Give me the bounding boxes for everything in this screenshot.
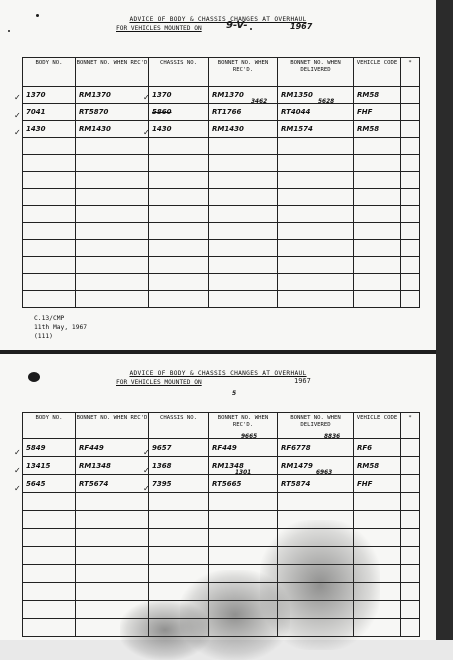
col-bonnet-delivered: BONNET NO. WHEN DELIVERED (278, 58, 354, 87)
cell-value: RT1766 (212, 108, 242, 116)
blank-cell (149, 138, 209, 155)
blank-cell (354, 138, 401, 155)
cell-bonnet-recd-2: RM1348 (209, 457, 278, 475)
cell-flag (401, 439, 420, 457)
col-chassis-no: CHASSIS NO. (149, 58, 209, 87)
form1-header-row (23, 58, 420, 87)
cell-annotation: 8836 (324, 434, 341, 440)
blank-cell (76, 583, 149, 601)
blank-cell (401, 493, 420, 511)
blank-cell (149, 274, 209, 291)
blank-cell (149, 240, 209, 257)
blank-cell (401, 274, 420, 291)
page-fold-line (0, 350, 436, 354)
table-row (23, 104, 420, 121)
blank-cell (23, 565, 76, 583)
blank-cell (149, 511, 209, 529)
cell-code: RF6 (354, 439, 401, 457)
cell-body: 7041 (23, 104, 76, 121)
cell-value: RT4044 (281, 108, 311, 116)
col-asterisk: * (401, 413, 420, 439)
blank-cell (23, 240, 76, 257)
cell-body: 5645 (23, 475, 76, 493)
blank-cell (76, 240, 149, 257)
blank-cell (23, 291, 76, 308)
blank-cell (209, 138, 278, 155)
cell-body: 5849 (23, 439, 76, 457)
form2-year: 1967 (294, 377, 311, 385)
tick-mark: ✓ (14, 448, 21, 457)
cell-bonnet-recd: RT5674 (76, 475, 149, 493)
cell-bonnet-delivered (278, 434, 354, 457)
blank-cell (354, 155, 401, 172)
form1-subtitle: FOR VEHICLES MOUNTED ON (116, 25, 202, 32)
tick-mark: ✓ (143, 466, 150, 475)
cell-bonnet-recd: RF449 (76, 439, 149, 457)
cell-value: RT5665 (212, 479, 242, 488)
blank-cell (23, 511, 76, 529)
cell-bonnet-recd: RM1430 (76, 121, 149, 138)
tick-mark: ✓ (143, 128, 150, 137)
ref-code: C.13/CMP (34, 315, 65, 322)
col-bonnet-recd: BONNET NO. WHEN REC'D (76, 58, 149, 87)
col-body-no: BODY NO. (23, 58, 76, 87)
cell-code: RM58 (354, 121, 401, 138)
table-row (23, 457, 420, 475)
table-row (23, 475, 420, 493)
blank-cell (278, 493, 354, 511)
col-bonnet-recd: BONNET NO. WHEN REC'D (76, 413, 149, 439)
blank-cell (278, 189, 354, 206)
blank-cell (23, 583, 76, 601)
cell-bonnet-recd-2 (209, 87, 278, 104)
blank-cell (76, 565, 149, 583)
blank-cell (278, 172, 354, 189)
blank-cell (149, 547, 209, 565)
cell-bonnet-delivered: RM1479 (278, 457, 354, 475)
cell-value: RF449 (212, 443, 237, 452)
blank-cell (354, 206, 401, 223)
blank-cell (23, 274, 76, 291)
tick-mark: ✓ (14, 111, 21, 120)
cell-bonnet-recd-2: RM1430 (209, 121, 278, 138)
blank-cell (23, 619, 76, 637)
form1-year: 1967 (290, 22, 313, 31)
blank-cell (278, 206, 354, 223)
tick-mark: ✓ (143, 93, 150, 102)
blank-cell (401, 172, 420, 189)
cell-flag (401, 87, 420, 104)
cell-bonnet-recd: RT5870 (76, 104, 149, 121)
col-asterisk: * (401, 58, 420, 87)
cell-chassis: 9657 (149, 439, 209, 457)
blank-cell (354, 274, 401, 291)
blank-cell (23, 206, 76, 223)
blank-row (23, 155, 420, 172)
cell-bonnet-recd: RM1348 (76, 457, 149, 475)
blank-cell (278, 223, 354, 240)
blank-cell (23, 155, 76, 172)
cell-bonnet-delivered: RM1574 (278, 121, 354, 138)
col-bonnet-delivered: BONNET NO. WHEN DELIVERED (278, 413, 354, 439)
blank-cell (76, 511, 149, 529)
form2-subtitle: FOR VEHICLES MOUNTED ON (116, 379, 202, 386)
blank-cell (23, 189, 76, 206)
copy-smudge (120, 600, 210, 660)
blank-cell (149, 257, 209, 274)
form1-blank-rows (23, 138, 420, 308)
blank-cell (209, 189, 278, 206)
blank-cell (76, 172, 149, 189)
blank-cell (149, 493, 209, 511)
cell-annotation: 5628 (318, 99, 335, 105)
blank-cell (354, 172, 401, 189)
tick-mark: ✓ (14, 466, 21, 475)
blank-cell (149, 155, 209, 172)
blank-cell (354, 291, 401, 308)
blank-cell (149, 206, 209, 223)
blank-cell (149, 172, 209, 189)
col-chassis-no: CHASSIS NO. (149, 413, 209, 439)
blank-row (23, 257, 420, 274)
cell-flag (401, 121, 420, 138)
col-bonnet-recd-2: BONNET NO. WHEN REC'D. (209, 58, 278, 87)
blank-cell (401, 511, 420, 529)
blank-cell (401, 601, 420, 619)
blank-row (23, 274, 420, 291)
blank-row (23, 511, 420, 529)
blank-row (23, 240, 420, 257)
blank-cell (401, 565, 420, 583)
ref-date: 11th May, 1967 (34, 324, 88, 331)
blank-cell (76, 155, 149, 172)
cell-code: FHF (354, 475, 401, 493)
cell-bonnet-recd-2 (209, 99, 278, 121)
blank-cell (209, 493, 278, 511)
blank-cell (401, 583, 420, 601)
form1-date-hand: 9-V- (226, 20, 248, 31)
cell-code: RM58 (354, 87, 401, 104)
blank-cell (354, 189, 401, 206)
cell-annotation: 9665 (241, 434, 258, 440)
blank-cell (209, 240, 278, 257)
blank-cell (149, 291, 209, 308)
ink-speck (250, 28, 252, 30)
blank-cell (401, 291, 420, 308)
cell-value: RF6778 (281, 443, 311, 452)
blank-cell (278, 291, 354, 308)
blank-cell (278, 240, 354, 257)
blank-cell (76, 257, 149, 274)
cell-annotation: 3462 (251, 99, 268, 105)
cell-chassis: 7395 (149, 475, 209, 493)
form1-table (22, 57, 420, 308)
blank-cell (401, 240, 420, 257)
blank-cell (209, 511, 278, 529)
blank-cell (23, 172, 76, 189)
ref-number: (111) (34, 333, 53, 340)
blank-row (23, 172, 420, 189)
cell-chassis: 5860 (149, 104, 209, 121)
cell-code: FHF (354, 104, 401, 121)
cell-annotation: 1301 (235, 470, 252, 476)
blank-cell (76, 291, 149, 308)
blank-cell (354, 257, 401, 274)
tick-mark: ✓ (143, 484, 150, 493)
cell-body: 13415 (23, 457, 76, 475)
cell-bonnet-recd-2 (209, 434, 278, 457)
blank-cell (209, 257, 278, 274)
form2-header-row (23, 413, 420, 439)
cell-flag (401, 457, 420, 475)
cell-bonnet-delivered (278, 99, 354, 121)
blank-row (23, 138, 420, 155)
blank-cell (23, 529, 76, 547)
blank-cell (278, 155, 354, 172)
cell-bonnet-delivered (278, 470, 354, 493)
blank-cell (278, 257, 354, 274)
blank-cell (76, 493, 149, 511)
col-vehicle-code: VEHICLE CODE (354, 413, 401, 439)
col-vehicle-code: VEHICLE CODE (354, 58, 401, 87)
blank-cell (401, 138, 420, 155)
blank-cell (209, 172, 278, 189)
cell-chassis: 1370 (149, 87, 209, 104)
blank-cell (401, 155, 420, 172)
blank-row (23, 223, 420, 240)
blank-row (23, 189, 420, 206)
blank-cell (209, 291, 278, 308)
blank-cell (354, 240, 401, 257)
blank-row (23, 493, 420, 511)
blank-cell (354, 223, 401, 240)
blank-cell (76, 529, 149, 547)
blank-cell (278, 274, 354, 291)
blank-cell (149, 189, 209, 206)
blank-cell (354, 511, 401, 529)
blank-cell (401, 206, 420, 223)
blank-cell (354, 493, 401, 511)
blank-cell (23, 257, 76, 274)
blank-row (23, 291, 420, 308)
blank-cell (76, 547, 149, 565)
cell-code: RM58 (354, 457, 401, 475)
cell-bonnet-recd: RM1370 (76, 87, 149, 104)
cell-bonnet-delivered: RM1350 (278, 87, 354, 104)
table-row (23, 439, 420, 457)
blank-cell (76, 189, 149, 206)
cell-chassis: 1368 (149, 457, 209, 475)
cell-value: RM1370 (212, 91, 244, 99)
cell-chassis: 1430 (149, 121, 209, 138)
table-row (23, 87, 420, 104)
table-row (23, 121, 420, 138)
blank-cell (23, 138, 76, 155)
form2-title: ADVICE OF BODY & CHASSIS CHANGES AT OVERHAUL (129, 370, 307, 377)
cell-flag (401, 104, 420, 121)
blank-cell (401, 619, 420, 637)
cell-flag (401, 475, 420, 493)
blank-cell (76, 223, 149, 240)
col-bonnet-recd-2: BONNET NO. WHEN REC'D. (209, 413, 278, 439)
blank-cell (401, 223, 420, 240)
blank-cell (209, 206, 278, 223)
blank-cell (76, 138, 149, 155)
blank-cell (149, 529, 209, 547)
blank-cell (401, 189, 420, 206)
blank-cell (209, 274, 278, 291)
tick-mark: ✓ (143, 448, 150, 457)
blank-cell (209, 155, 278, 172)
ink-speck (8, 30, 10, 32)
cell-annotation: 6963 (316, 470, 333, 476)
blank-cell (149, 223, 209, 240)
blank-cell (23, 547, 76, 565)
cell-bonnet-recd-2 (209, 470, 278, 493)
blank-cell (23, 223, 76, 240)
blank-cell (209, 223, 278, 240)
tick-mark: ✓ (14, 93, 21, 102)
cell-value: RT5874 (281, 479, 311, 488)
cell-body: 1370 (23, 87, 76, 104)
form2-date-hand: 5 (232, 390, 237, 397)
col-body-no: BODY NO. (23, 413, 76, 439)
blank-cell (23, 493, 76, 511)
blank-cell (23, 601, 76, 619)
blank-cell (76, 206, 149, 223)
blank-cell (401, 547, 420, 565)
form1-title: ADVICE OF BODY & CHASSIS CHANGES AT OVERHAUL (129, 16, 307, 23)
blank-cell (278, 138, 354, 155)
tick-mark: ✓ (14, 128, 21, 137)
blank-cell (401, 529, 420, 547)
blank-cell (76, 274, 149, 291)
scan-edge (436, 0, 453, 640)
tick-mark: ✓ (14, 484, 21, 493)
cell-body: 1430 (23, 121, 76, 138)
blank-row (23, 206, 420, 223)
blank-cell (401, 257, 420, 274)
